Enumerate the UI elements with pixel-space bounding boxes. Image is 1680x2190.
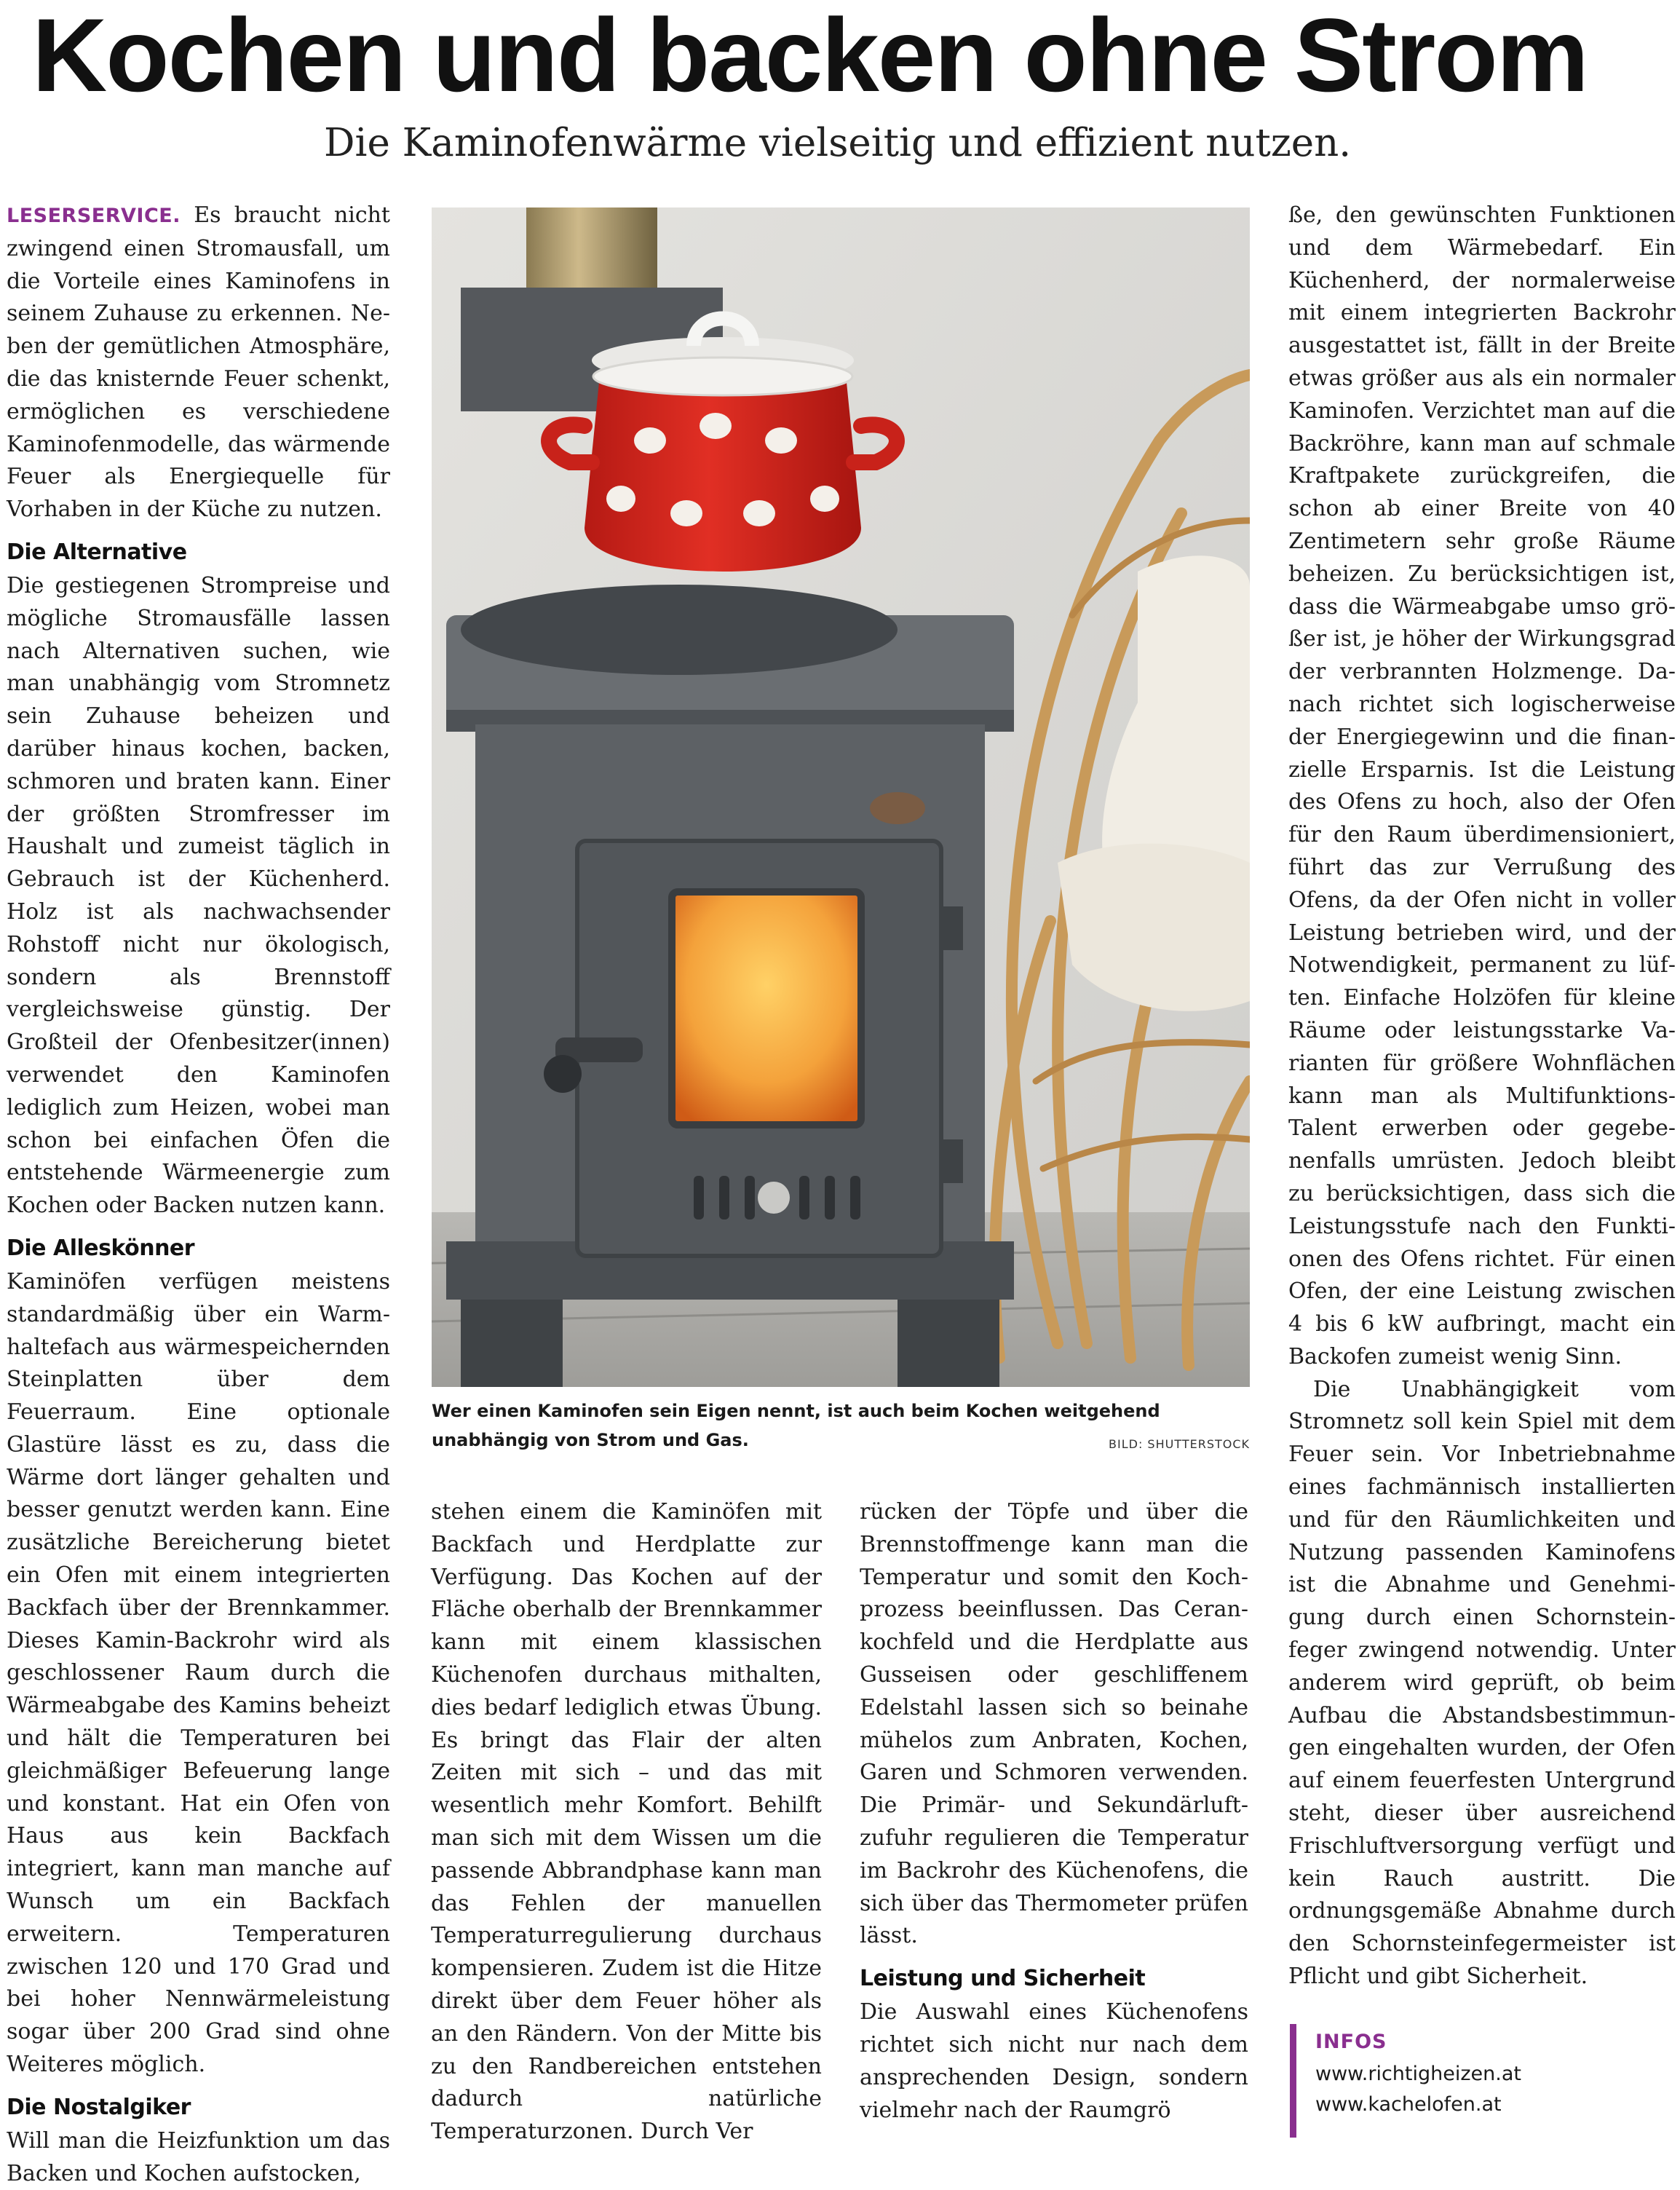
kicker-label: LESERSERVICE.: [7, 205, 181, 227]
section-heading-nostalgiker: Die Nostalgiker: [7, 2094, 191, 2120]
link-richtigheizen[interactable]: www.richtigheizen.at: [1315, 2063, 1521, 2085]
subheadline: Die Kaminofenwärme vielseitig und effizient nutzen.: [324, 121, 1352, 165]
photo-credit: BILD: SHUTTERSTOCK: [1109, 1437, 1250, 1451]
article-column-3: [860, 1496, 1248, 2127]
intro-text: Es braucht nicht zwingend einen Stromausfall, um die Vorteile eines Kaminofens in seinem Zuhause zu erkennen. Neben der gemütlichen Atmosphäre, die das knisternde Feuer schenkt, ermöglichen es verschiedene Kaminofenmodelle, das wärmende Feuer als Energiequelle für Vorhaben in der Küche zu nutzen.: [7, 202, 390, 523]
paragraph-column-4a: ße, den gewünschten Funktionen und dem Wärmebedarf. Ein Küchenherd, der normalerweise mit einem integrierten Backrohr ausgestattet ist, fällt in der Breite etwas größer aus als ein normaler Kaminofen. Verzichtet man auf die Backröhre, kann man auf schmale Kraftpakete zurückgreifen, die schon ab einer Breite von 40 Zentimetern sehr große Räume beheizen. Zu berücksichtigen ist, dass die Wärmeabgabe umso größer ist, je höher der Wirkungsgrad der verbrannten Holzmenge. Danach richtet sich logischerweise der Energiegewinn und die finanzielle Ersparnis. Ist die Leistung des Ofens zu hoch, also der Ofen für den Raum überdimensioniert, führt das zur Verrußung des Ofens, da der Ofen nicht in voller Leistung betrieben wird, und der Notwendigkeit, permanent zu lüften. Einfache Holzöfen für kleine Räume oder leistungsstarke Varianten für größere Wohnflächen kann man als Multifunktions-Talent erwerben oder gegebenenfalls umrüsten. Jedoch bleibt zu berücksichtigen, dass sich die Leistungsstufe nach den Funktionen des Ofens richtet. Für einen Ofen, der eine Leistung zwischen 4 bis 6 kW aufbringt, macht ein Backofen zumeist wenig Sinn.: [1288, 202, 1676, 1369]
paragraph-column-2: stehen einem die Kaminöfen mit Backfach und Herdplatte zur Verfügung. Das Kochen auf der Fläche oberhalb der Brennkammer kann mit einem klassischen Küchenofen durchaus mithalten, dies bedarf lediglich etwas Übung. Es bringt das Flair der alten Zeiten mit sich – und das mit wesentlich mehr Komfort. Behilft man sich mit dem Wissen um die passende Abbrandphase kann man das Fehlen der manuellen Temperaturregulierung durchaus kompensieren. Zudem ist die Hitze direkt über dem Feuer höher als an den Rändern. Von der Mitte bis zu den Randbereichen entstehen dadurch natürliche Temperaturzonen. Durch Ver: [431, 1499, 822, 2145]
intro-paragraph: [7, 199, 390, 526]
paragraph-column-4b: Die Unabhängigkeit vom Stromnetz soll kein Spiel mit dem Feuer sein. Vor Inbetriebnahme eines fachmännisch installierten und für den Räumlichkeiten und Nutzung passenden Kaminofens ist die Abnahme und Genehmigung durch einen Schornsteinfeger zwingend notwendig. Unter anderem wird geprüft, ob beim Aufbau die Abstandsbestimmungen eingehalten wurden, der Ofen auf einem feuerfesten Untergrund steht, dieser über ausreichend Frischluftversorgung verfügt und kein Rauch austritt. Die ordnungsgemäße Abnahme durch den Schornsteinfegermeister ist Pflicht und gibt Sicherheit.: [1288, 1376, 1676, 1990]
headline: Kochen und backen ohne Strom: [32, 0, 1588, 114]
section-heading-leistung: Leistung und Sicherheit: [860, 1966, 1146, 1992]
info-box: [1290, 2024, 1668, 2138]
link-kachelofen[interactable]: www.kachelofen.at: [1315, 2093, 1502, 2116]
paragraph-nostalgiker: Will man die Heizfunktion um das Backen und Kochen aufstocken,: [7, 2127, 390, 2186]
paragraph-alternative: Die gestiegenen Strompreise und mögliche Stromausfälle lassen nach Alternativen suchen, wie man unabhängig vom Stromnetz sein Zuhause beheizen und darüber hinaus kochen, backen, schmoren und braten kann. Einer der größten Stromfresser im Haushalt und zumeist täglich in Gebrauch ist der Küchenherd. Holz ist als nachwachsender Rohstoff nicht nur ökologisch, sondern als Brennstoff vergleichsweise günstig. Der Großteil der Ofenbesitzer(innen) verwendet den Kaminofen lediglich zum Heizen, wobei man schon bei einfachen Öfen die entstehende Wärmeenergie zum Kochen oder Backen nutzen kann.: [7, 572, 390, 1219]
paragraph-alleskoenner: Kaminöfen verfügen meistens standardmäßig über ein Warmhaltefach aus wärmespeichernden Steinplatten über dem Feuerraum. Eine optionale Glastüre lässt es zu, dass die Wärme dort länger gehalten und besser genutzt werden kann. Eine zusätzliche Bereicherung bietet ein Ofen mit einem integrierten Backfach über der Brennkammer. Dieses Kamin-Backrohr wird als geschlossener Raum durch die Wärmeabgabe des Kamins beheizt und hält die Temperaturen bei gleichmäßiger Befeuerung lange und konstant. Hat ein Ofen von Haus aus kein Backfach integriert, kann man manche auf Wunsch um ein Backfach erweitern. Temperaturen zwischen 120 und 170 Grad und bei hoher Nennwärmeleistung sogar über 200 Grad sind ohne Weiteres möglich.: [7, 1268, 390, 2078]
paragraph-leistung: Die Auswahl eines Küchenofens richtet sich nicht nur nach dem ansprechenden Design, sondern vielmehr nach der Raumgrö: [860, 1999, 1248, 2123]
stove-illustration: [432, 207, 1250, 1387]
article-column-1: [7, 199, 390, 2190]
caption-text: Wer einen Kaminofen sein Eigen nennt, ist auch beim Kochen weitgehend unabhängig von Strom und Gas.: [432, 1401, 1160, 1450]
photo-caption: [432, 1396, 1250, 1455]
section-heading-alleskoenner: Die Alleskönner: [7, 1235, 195, 1261]
article-column-4: [1288, 199, 1676, 1993]
article-photo: [432, 207, 1250, 1387]
section-heading-alternative: Die Alternative: [7, 539, 187, 565]
article-column-2: [431, 1496, 822, 2149]
paragraph-column-3: rücken der Töpfe und über die Brennstoffmenge kann man die Temperatur und somit den Kochprozess beeinflussen. Das Cerankochfeld und die Herdplatte aus Gusseisen oder geschliffenem Edelstahl lassen sich so beinahe mühelos zum Anbraten, Kochen, Garen und Schmoren verwenden. Die Primär- und Sekundärluftzufuhr regulieren die Temperatur im Backrohr des Küchenofens, die sich über das Thermometer prüfen lässt.: [860, 1499, 1248, 1949]
info-box-title: INFOS: [1315, 2031, 1387, 2053]
